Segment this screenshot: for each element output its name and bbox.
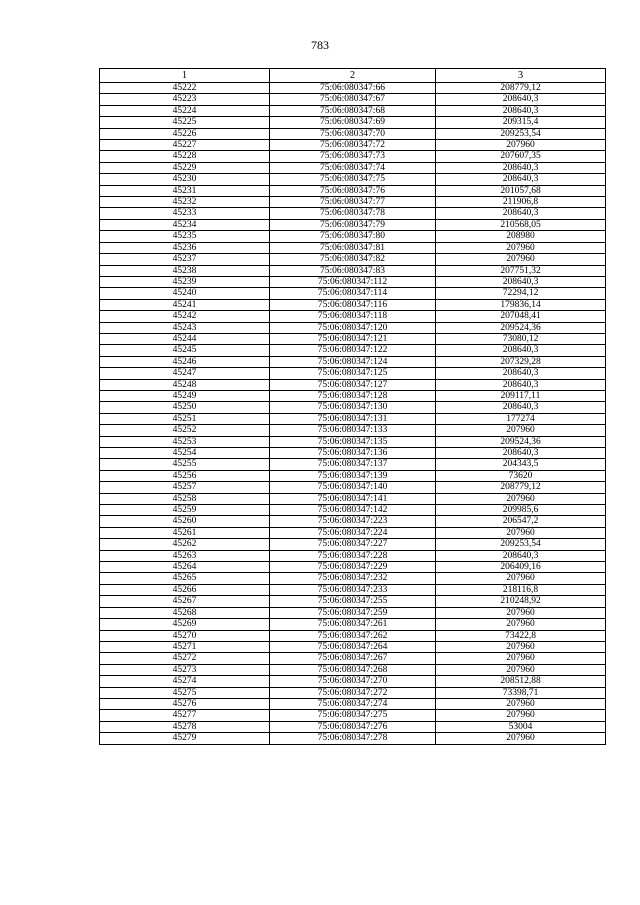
value-cell: 208640,3: [436, 174, 606, 185]
table-row: [100, 505, 606, 516]
cadastral-number-cell: 75:06:080347:114: [270, 288, 436, 299]
row-number-cell: 45238: [100, 265, 270, 276]
cadastral-number-cell: 75:06:080347:261: [270, 619, 436, 630]
cadastral-number-cell: 75:06:080347:125: [270, 368, 436, 379]
cadastral-number-cell: 75:06:080347:77: [270, 197, 436, 208]
table-row: [100, 208, 606, 219]
row-number-cell: 45259: [100, 505, 270, 516]
row-number-cell: 45270: [100, 630, 270, 641]
row-number-cell: 45232: [100, 197, 270, 208]
value-cell: 207960: [436, 527, 606, 538]
value-cell: 208640,3: [436, 94, 606, 105]
value-cell: 207048,41: [436, 311, 606, 322]
table-row: [100, 185, 606, 196]
value-cell: 207960: [436, 653, 606, 664]
cadastral-number-cell: 75:06:080347:72: [270, 140, 436, 151]
row-number-cell: 45222: [100, 83, 270, 94]
value-cell: 209524,36: [436, 322, 606, 333]
table-row: [100, 562, 606, 573]
value-cell: 218116,8: [436, 584, 606, 595]
row-number-cell: 45272: [100, 653, 270, 664]
cadastral-number-cell: 75:06:080347:274: [270, 698, 436, 709]
table-row: [100, 482, 606, 493]
row-number-cell: 45241: [100, 299, 270, 310]
value-cell: 209985,6: [436, 505, 606, 516]
value-cell: 73422,8: [436, 630, 606, 641]
table-row: [100, 94, 606, 105]
table-row: [100, 219, 606, 230]
row-number-cell: 45234: [100, 219, 270, 230]
cadastral-number-cell: 75:06:080347:66: [270, 83, 436, 94]
cadastral-number-cell: 75:06:080347:227: [270, 539, 436, 550]
row-number-cell: 45263: [100, 550, 270, 561]
table-row: [100, 630, 606, 641]
cadastral-number-cell: 75:06:080347:121: [270, 333, 436, 344]
table-row: [100, 322, 606, 333]
value-cell: 204343,5: [436, 459, 606, 470]
row-number-cell: 45249: [100, 390, 270, 401]
cadastral-number-cell: 75:06:080347:259: [270, 607, 436, 618]
row-number-cell: 45255: [100, 459, 270, 470]
value-cell: 207960: [436, 254, 606, 265]
table-row: [100, 151, 606, 162]
cadastral-number-cell: 75:06:080347:76: [270, 185, 436, 196]
value-cell: 207607,35: [436, 151, 606, 162]
row-number-cell: 45261: [100, 527, 270, 538]
cadastral-number-cell: 75:06:080347:224: [270, 527, 436, 538]
cadastral-number-cell: 75:06:080347:83: [270, 265, 436, 276]
table-row: [100, 242, 606, 253]
table-row: [100, 390, 606, 401]
cadastral-number-cell: 75:06:080347:69: [270, 117, 436, 128]
table-row: [100, 619, 606, 630]
value-cell: 208640,3: [436, 105, 606, 116]
table-row: [100, 356, 606, 367]
row-number-cell: 45271: [100, 641, 270, 652]
value-cell: 207960: [436, 710, 606, 721]
value-cell: 206409,16: [436, 562, 606, 573]
row-number-cell: 45251: [100, 413, 270, 424]
row-number-cell: 45223: [100, 94, 270, 105]
cadastral-number-cell: 75:06:080347:122: [270, 345, 436, 356]
cadastral-number-cell: 75:06:080347:255: [270, 596, 436, 607]
cadastral-number-cell: 75:06:080347:79: [270, 219, 436, 230]
row-number-cell: 45248: [100, 379, 270, 390]
row-number-cell: 45239: [100, 276, 270, 287]
row-number-cell: 45279: [100, 733, 270, 744]
table-body: [100, 83, 606, 745]
value-cell: 207960: [436, 493, 606, 504]
value-cell: 207960: [436, 425, 606, 436]
table-row: [100, 698, 606, 709]
table-row: [100, 368, 606, 379]
cadastral-number-cell: 75:06:080347:118: [270, 311, 436, 322]
table-row: [100, 527, 606, 538]
column-header-1: 1: [100, 69, 270, 83]
table-row: [100, 470, 606, 481]
value-cell: 207960: [436, 607, 606, 618]
value-cell: 207329,28: [436, 356, 606, 367]
row-number-cell: 45237: [100, 254, 270, 265]
value-cell: 210568,05: [436, 219, 606, 230]
table-row: [100, 105, 606, 116]
cadastral-number-cell: 75:06:080347:141: [270, 493, 436, 504]
table-row: [100, 379, 606, 390]
column-header-2: 2: [270, 69, 436, 83]
cadastral-number-cell: 75:06:080347:81: [270, 242, 436, 253]
cadastral-number-cell: 75:06:080347:124: [270, 356, 436, 367]
row-number-cell: 45269: [100, 619, 270, 630]
row-number-cell: 45245: [100, 345, 270, 356]
cadastral-number-cell: 75:06:080347:140: [270, 482, 436, 493]
table-row: [100, 584, 606, 595]
row-number-cell: 45264: [100, 562, 270, 573]
page-number: 783: [311, 38, 329, 52]
value-cell: 179836,14: [436, 299, 606, 310]
cadastral-number-cell: 75:06:080347:223: [270, 516, 436, 527]
table-row: [100, 162, 606, 173]
row-number-cell: 45235: [100, 231, 270, 242]
cadastral-number-cell: 75:06:080347:68: [270, 105, 436, 116]
value-cell: 211906,8: [436, 197, 606, 208]
table-row: [100, 721, 606, 732]
table-row: [100, 128, 606, 139]
row-number-cell: 45242: [100, 311, 270, 322]
table-row: [100, 573, 606, 584]
value-cell: 73080,12: [436, 333, 606, 344]
value-cell: 208640,3: [436, 402, 606, 413]
table-row: [100, 231, 606, 242]
cadastral-number-cell: 75:06:080347:276: [270, 721, 436, 732]
cadastral-number-cell: 75:06:080347:229: [270, 562, 436, 573]
cadastral-number-cell: 75:06:080347:70: [270, 128, 436, 139]
row-number-cell: 45268: [100, 607, 270, 618]
value-cell: 72294,12: [436, 288, 606, 299]
row-number-cell: 45273: [100, 664, 270, 675]
value-cell: 209315,4: [436, 117, 606, 128]
row-number-cell: 45256: [100, 470, 270, 481]
value-cell: 177274: [436, 413, 606, 424]
table-row: [100, 459, 606, 470]
table-row: [100, 539, 606, 550]
cadastral-number-cell: 75:06:080347:232: [270, 573, 436, 584]
table-row: [100, 550, 606, 561]
table-row: [100, 413, 606, 424]
value-cell: 207960: [436, 573, 606, 584]
cadastral-number-cell: 75:06:080347:278: [270, 733, 436, 744]
row-number-cell: 45258: [100, 493, 270, 504]
table-row: [100, 653, 606, 664]
row-number-cell: 45231: [100, 185, 270, 196]
table-header-row: [100, 69, 606, 83]
table-row: [100, 493, 606, 504]
table-row: [100, 345, 606, 356]
cadastral-number-cell: 75:06:080347:131: [270, 413, 436, 424]
value-cell: 209253,54: [436, 539, 606, 550]
row-number-cell: 45260: [100, 516, 270, 527]
row-number-cell: 45278: [100, 721, 270, 732]
cadastral-number-cell: 75:06:080347:275: [270, 710, 436, 721]
value-cell: 53004: [436, 721, 606, 732]
cadastral-number-cell: 75:06:080347:137: [270, 459, 436, 470]
cadastral-number-cell: 75:06:080347:272: [270, 687, 436, 698]
row-number-cell: 45236: [100, 242, 270, 253]
row-number-cell: 45257: [100, 482, 270, 493]
row-number-cell: 45265: [100, 573, 270, 584]
value-cell: 207751,32: [436, 265, 606, 276]
table-row: [100, 402, 606, 413]
cadastral-number-cell: 75:06:080347:74: [270, 162, 436, 173]
cadastral-number-cell: 75:06:080347:233: [270, 584, 436, 595]
row-number-cell: 45229: [100, 162, 270, 173]
row-number-cell: 45227: [100, 140, 270, 151]
value-cell: 208640,3: [436, 368, 606, 379]
row-number-cell: 45275: [100, 687, 270, 698]
table-row: [100, 710, 606, 721]
table-row: [100, 83, 606, 94]
row-number-cell: 45277: [100, 710, 270, 721]
value-cell: 208512,88: [436, 676, 606, 687]
table-row: [100, 311, 606, 322]
cadastral-number-cell: 75:06:080347:139: [270, 470, 436, 481]
cadastral-number-cell: 75:06:080347:78: [270, 208, 436, 219]
table-row: [100, 174, 606, 185]
row-number-cell: 45233: [100, 208, 270, 219]
row-number-cell: 45230: [100, 174, 270, 185]
cadastral-number-cell: 75:06:080347:262: [270, 630, 436, 641]
table-row: [100, 676, 606, 687]
row-number-cell: 45240: [100, 288, 270, 299]
row-number-cell: 45266: [100, 584, 270, 595]
table-row: [100, 607, 606, 618]
table-row: [100, 288, 606, 299]
cadastral-number-cell: 75:06:080347:135: [270, 436, 436, 447]
cadastral-number-cell: 75:06:080347:133: [270, 425, 436, 436]
data-table: [99, 68, 606, 745]
cadastral-number-cell: 75:06:080347:112: [270, 276, 436, 287]
cadastral-number-cell: 75:06:080347:128: [270, 390, 436, 401]
row-number-cell: 45267: [100, 596, 270, 607]
value-cell: 208980: [436, 231, 606, 242]
value-cell: 207960: [436, 698, 606, 709]
cadastral-number-cell: 75:06:080347:75: [270, 174, 436, 185]
table-row: [100, 436, 606, 447]
row-number-cell: 45276: [100, 698, 270, 709]
table-row: [100, 276, 606, 287]
value-cell: 208640,3: [436, 550, 606, 561]
cadastral-number-cell: 75:06:080347:267: [270, 653, 436, 664]
row-number-cell: 45252: [100, 425, 270, 436]
table-row: [100, 140, 606, 151]
table-row: [100, 197, 606, 208]
cadastral-number-cell: 75:06:080347:136: [270, 448, 436, 459]
table-row: [100, 299, 606, 310]
value-cell: 209117,11: [436, 390, 606, 401]
cadastral-number-cell: 75:06:080347:120: [270, 322, 436, 333]
value-cell: 207960: [436, 733, 606, 744]
cadastral-number-cell: 75:06:080347:80: [270, 231, 436, 242]
table-row: [100, 117, 606, 128]
row-number-cell: 45274: [100, 676, 270, 687]
value-cell: 208640,3: [436, 208, 606, 219]
row-number-cell: 45243: [100, 322, 270, 333]
table-row: [100, 687, 606, 698]
cadastral-number-cell: 75:06:080347:67: [270, 94, 436, 105]
value-cell: 208640,3: [436, 345, 606, 356]
row-number-cell: 45253: [100, 436, 270, 447]
cadastral-number-cell: 75:06:080347:264: [270, 641, 436, 652]
table-row: [100, 516, 606, 527]
table-row: [100, 254, 606, 265]
cadastral-number-cell: 75:06:080347:228: [270, 550, 436, 561]
column-header-3: 3: [436, 69, 606, 83]
value-cell: 208779,12: [436, 482, 606, 493]
cadastral-number-cell: 75:06:080347:82: [270, 254, 436, 265]
row-number-cell: 45225: [100, 117, 270, 128]
row-number-cell: 45226: [100, 128, 270, 139]
row-number-cell: 45247: [100, 368, 270, 379]
row-number-cell: 45224: [100, 105, 270, 116]
table-row: [100, 448, 606, 459]
value-cell: 206547,2: [436, 516, 606, 527]
row-number-cell: 45262: [100, 539, 270, 550]
value-cell: 207960: [436, 242, 606, 253]
value-cell: 208640,3: [436, 448, 606, 459]
cadastral-number-cell: 75:06:080347:142: [270, 505, 436, 516]
value-cell: 207960: [436, 619, 606, 630]
value-cell: 209253,54: [436, 128, 606, 139]
table-row: [100, 265, 606, 276]
table-row: [100, 425, 606, 436]
value-cell: 207960: [436, 641, 606, 652]
row-number-cell: 45244: [100, 333, 270, 344]
row-number-cell: 45228: [100, 151, 270, 162]
cadastral-number-cell: 75:06:080347:270: [270, 676, 436, 687]
value-cell: 73398,71: [436, 687, 606, 698]
table-row: [100, 664, 606, 675]
cadastral-number-cell: 75:06:080347:130: [270, 402, 436, 413]
value-cell: 209524,36: [436, 436, 606, 447]
table-row: [100, 333, 606, 344]
row-number-cell: 45246: [100, 356, 270, 367]
value-cell: 201057,68: [436, 185, 606, 196]
value-cell: 208640,3: [436, 379, 606, 390]
table-row: [100, 733, 606, 744]
row-number-cell: 45250: [100, 402, 270, 413]
value-cell: 73620: [436, 470, 606, 481]
row-number-cell: 45254: [100, 448, 270, 459]
value-cell: 207960: [436, 664, 606, 675]
table-row: [100, 641, 606, 652]
value-cell: 208640,3: [436, 276, 606, 287]
value-cell: 210248,92: [436, 596, 606, 607]
cadastral-number-cell: 75:06:080347:73: [270, 151, 436, 162]
value-cell: 208779,12: [436, 83, 606, 94]
cadastral-number-cell: 75:06:080347:127: [270, 379, 436, 390]
value-cell: 208640,3: [436, 162, 606, 173]
cadastral-number-cell: 75:06:080347:268: [270, 664, 436, 675]
table-row: [100, 596, 606, 607]
cadastral-number-cell: 75:06:080347:116: [270, 299, 436, 310]
value-cell: 207960: [436, 140, 606, 151]
